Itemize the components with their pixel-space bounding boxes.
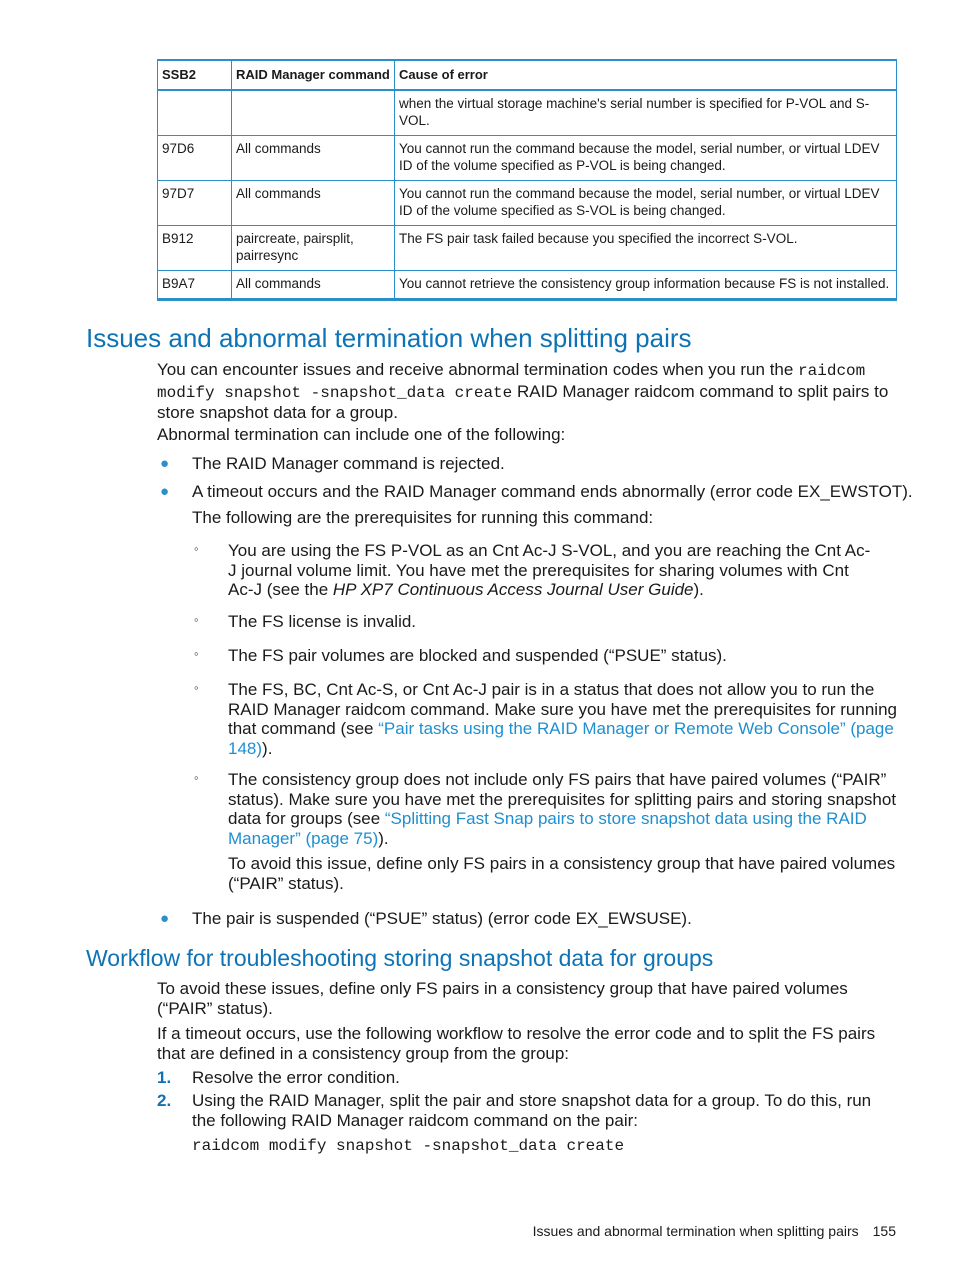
section-heading-issues: Issues and abnormal termination when splitting pairs [86, 323, 692, 353]
sub-item-consistency-group [228, 770, 900, 848]
intro-text-a: You can encounter issues and receive abnormal termination codes when you run the [157, 360, 799, 379]
circle-bullet-icon: ◦ [194, 612, 199, 627]
header-raid-manager-command: RAID Manager command [232, 60, 395, 90]
link-splitting-fast-snap[interactable]: “Splitting Fast Snap pairs to store snapshot data using the RAID Manager” (page 75) [228, 809, 867, 848]
table-row [158, 226, 897, 271]
bullet-icon: ● [160, 910, 170, 927]
cell-cause: You cannot retrieve the consistency group information because FS is not installed. [395, 271, 897, 300]
table-row [158, 271, 897, 300]
step-1-text: Resolve the error condition. [192, 1068, 400, 1087]
page-number: 155 [872, 1223, 896, 1239]
sub1-text-a: You are using the FS P-VOL as an Cnt Ac-J S-VOL, and you are reaching the Cnt Ac-J journal volume limit. You have met the prerequisites for sharing volumes with Cnt Ac-J (see the [228, 541, 871, 599]
command-code-block: raidcom modify snapshot -snapshot_data create [192, 1137, 625, 1155]
table-header-row [158, 60, 897, 90]
cell-cause: The FS pair task failed because you specified the incorrect S-VOL. [395, 226, 897, 271]
step-number: 2. [157, 1091, 172, 1110]
sub-item-journal-limit [228, 541, 878, 600]
bullet-icon: ● [160, 483, 170, 500]
cell-cause: You cannot run the command because the model, serial number, or virtual LDEV ID of the volume specified as P-VOL is being changed. [395, 136, 897, 181]
cell-ssb2: B9A7 [158, 271, 232, 300]
circle-bullet-icon: ◦ [194, 770, 199, 785]
sub1-text-b: ). [693, 580, 704, 599]
abnormal-intro: Abnormal termination can include one of the following: [157, 425, 566, 444]
sub4-text-a: The FS, BC, Cnt Ac-S, or Cnt Ac-J pair is in a status that does not allow you to run the RAID Manager raidcom command. Make sure you have met the prerequisites for running that command (see [228, 680, 897, 738]
cell-command: All commands [232, 136, 395, 181]
guide-title: HP XP7 Continuous Access Journal User Guide [332, 580, 694, 599]
cell-command: paircreate, pairsplit, pairresync [232, 226, 395, 271]
sub5-text-a: The consistency group does not include only FS pairs that have paired volumes (“PAIR” status). Make sure you have met the prerequisites for splitting pairs and storing snapshot data for groups (see [228, 770, 897, 828]
circle-bullet-icon: ◦ [194, 541, 199, 556]
cell-cause: You cannot run the command because the model, serial number, or virtual LDEV ID of the volume specified as S-VOL is being changed. [395, 181, 897, 226]
step-number: 1. [157, 1068, 172, 1087]
link-pair-tasks[interactable]: “Pair tasks using the RAID Manager or Remote Web Console” (page 148) [228, 719, 894, 758]
cell-ssb2: 97D7 [158, 181, 232, 226]
intro-text-b: RAID Manager raidcom command to split pairs to store snapshot data for a group. [157, 381, 889, 422]
sub-item-blocked: The FS pair volumes are blocked and suspended (“PSUE” status). [228, 646, 727, 665]
workflow-paragraph-2: If a timeout occurs, use the following workflow to resolve the error code and to split the FS pairs that are defined in a consistency group from the group: [157, 1024, 876, 1063]
page-footer [533, 1223, 896, 1239]
intro-paragraph [157, 360, 897, 423]
cell-ssb2: B912 [158, 226, 232, 271]
sub5-text-b: ). [378, 828, 389, 848]
sub-item-license: The FS license is invalid. [228, 612, 417, 631]
header-ssb2: SSB2 [158, 60, 232, 90]
step-2-text: Using the RAID Manager, split the pair and store snapshot data for a group. To do this, run the following RAID Manager raidcom command on the pair: [192, 1091, 872, 1130]
cell-ssb2: 97D6 [158, 136, 232, 181]
cell-cause: when the virtual storage machine's serial number is specified for P-VOL and S-VOL. [395, 90, 897, 136]
sub-item-pair-status [228, 680, 900, 758]
cell-command [232, 90, 395, 136]
circle-bullet-icon: ◦ [194, 646, 199, 661]
circle-bullet-icon: ◦ [194, 680, 199, 695]
cell-command: All commands [232, 181, 395, 226]
intro-inline-code: raidcom modify snapshot -snapshot_data create [157, 362, 866, 402]
bullet-icon: ● [160, 455, 170, 472]
cell-command: All commands [232, 271, 395, 300]
section-heading-workflow: Workflow for troubleshooting storing snapshot data for groups [86, 945, 714, 971]
header-cause-of-error: Cause of error [395, 60, 897, 90]
sub-item-avoid-note: To avoid this issue, define only FS pairs in a consistency group that have paired volumes (“PAIR” status). [228, 854, 896, 893]
error-code-table [157, 59, 897, 301]
prereq-intro: The following are the prerequisites for running this command: [192, 508, 654, 527]
workflow-paragraph-1: To avoid these issues, define only FS pairs in a consistency group that have paired volumes (“PAIR” status). [157, 979, 848, 1018]
footer-title: Issues and abnormal termination when splitting pairs [532, 1223, 859, 1239]
bullet-item-timeout: A timeout occurs and the RAID Manager command ends abnormally (error code EX_EWSTOT). [192, 482, 913, 501]
cell-ssb2 [158, 90, 232, 136]
table-row [158, 90, 897, 136]
table-row [158, 181, 897, 226]
table-row [158, 136, 897, 181]
bullet-item-rejected: The RAID Manager command is rejected. [192, 454, 505, 473]
sub4-text-b: ). [262, 738, 273, 758]
bullet-item-suspended: The pair is suspended (“PSUE” status) (error code EX_EWSUSE). [192, 909, 692, 928]
